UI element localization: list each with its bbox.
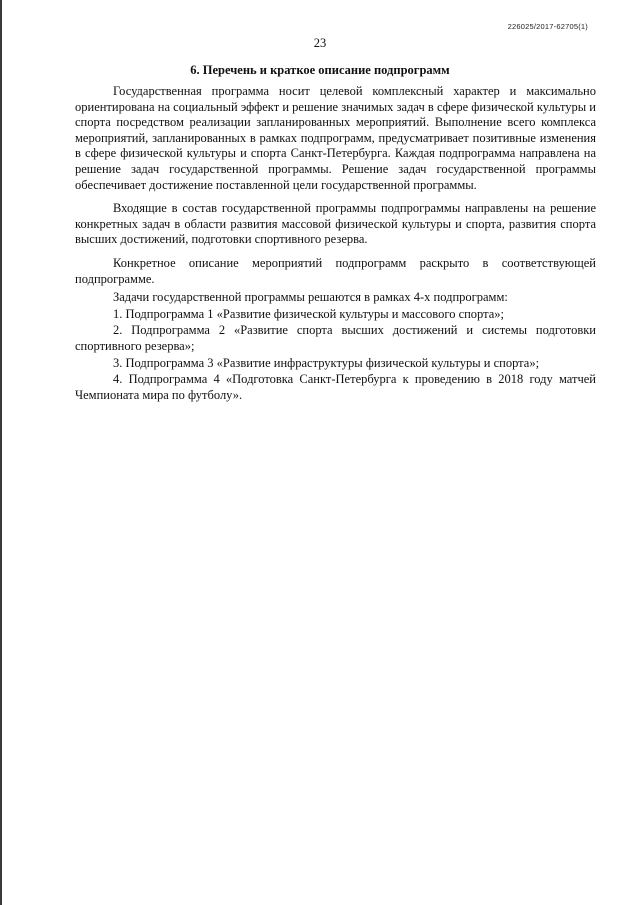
document-body	[75, 84, 596, 403]
paragraph-task-intro: Задачи государственной программы решаются в рамках 4-х подпрограмм:	[113, 290, 508, 305]
list-item-subprogram-2: 2. Подпрограмма 2 «Развитие спорта высших достижений и системы подготовки спортивного резерва»;	[75, 323, 596, 353]
paragraph-subprogram-description: Конкретное описание мероприятий подпрограмм раскрыто в соответствующей подпрограмме.	[75, 255, 596, 286]
list-item-subprogram-4: 4. Подпрограмма 4 «Подготовка Санкт-Петербурга к проведению в 2018 году матчей Чемпионата мира по футболу».	[75, 372, 596, 402]
scan-edge-line	[0, 0, 2, 905]
list-item-subprogram-3: 3. Подпрограмма 3 «Развитие инфраструктуры физической культуры и спорта»;	[113, 355, 540, 370]
paragraph-program-overview: Государственная программа носит целевой комплексный характер и максимально ориентирована на социальный эффект и решение значимых задач в сфере физической культуры и спорта посредством реализации запланированных мероприятий. Выполнение всего комплекса мероприятий, запланированных в рамках подпрограмм, предусматривает позитивные изменения в сфере физической культуры и спорта Санкт-Петербурга. Каждая подпрограмма направлена на решение задач государственной программы. Решение задач государственной программы обеспечивает достижение поставленной цели государственной программы.	[75, 84, 596, 192]
list-item-subprogram-1: 1. Подпрограмма 1 «Развитие физической культуры и массового спорта»;	[113, 306, 505, 321]
section-title: 6. Перечень и краткое описание подпрограмм	[190, 63, 450, 77]
paragraph-subprogram-purpose: Входящие в состав государственной программы подпрограммы направлены на решение конкретных задач в области развития массовой физической культуры и спорта, развития спорта высших достижений, подготовки спортивного резерва.	[75, 201, 596, 247]
page-number: 23	[313, 36, 327, 50]
document-registration-number: 226025/2017-62705(1)	[507, 22, 588, 31]
